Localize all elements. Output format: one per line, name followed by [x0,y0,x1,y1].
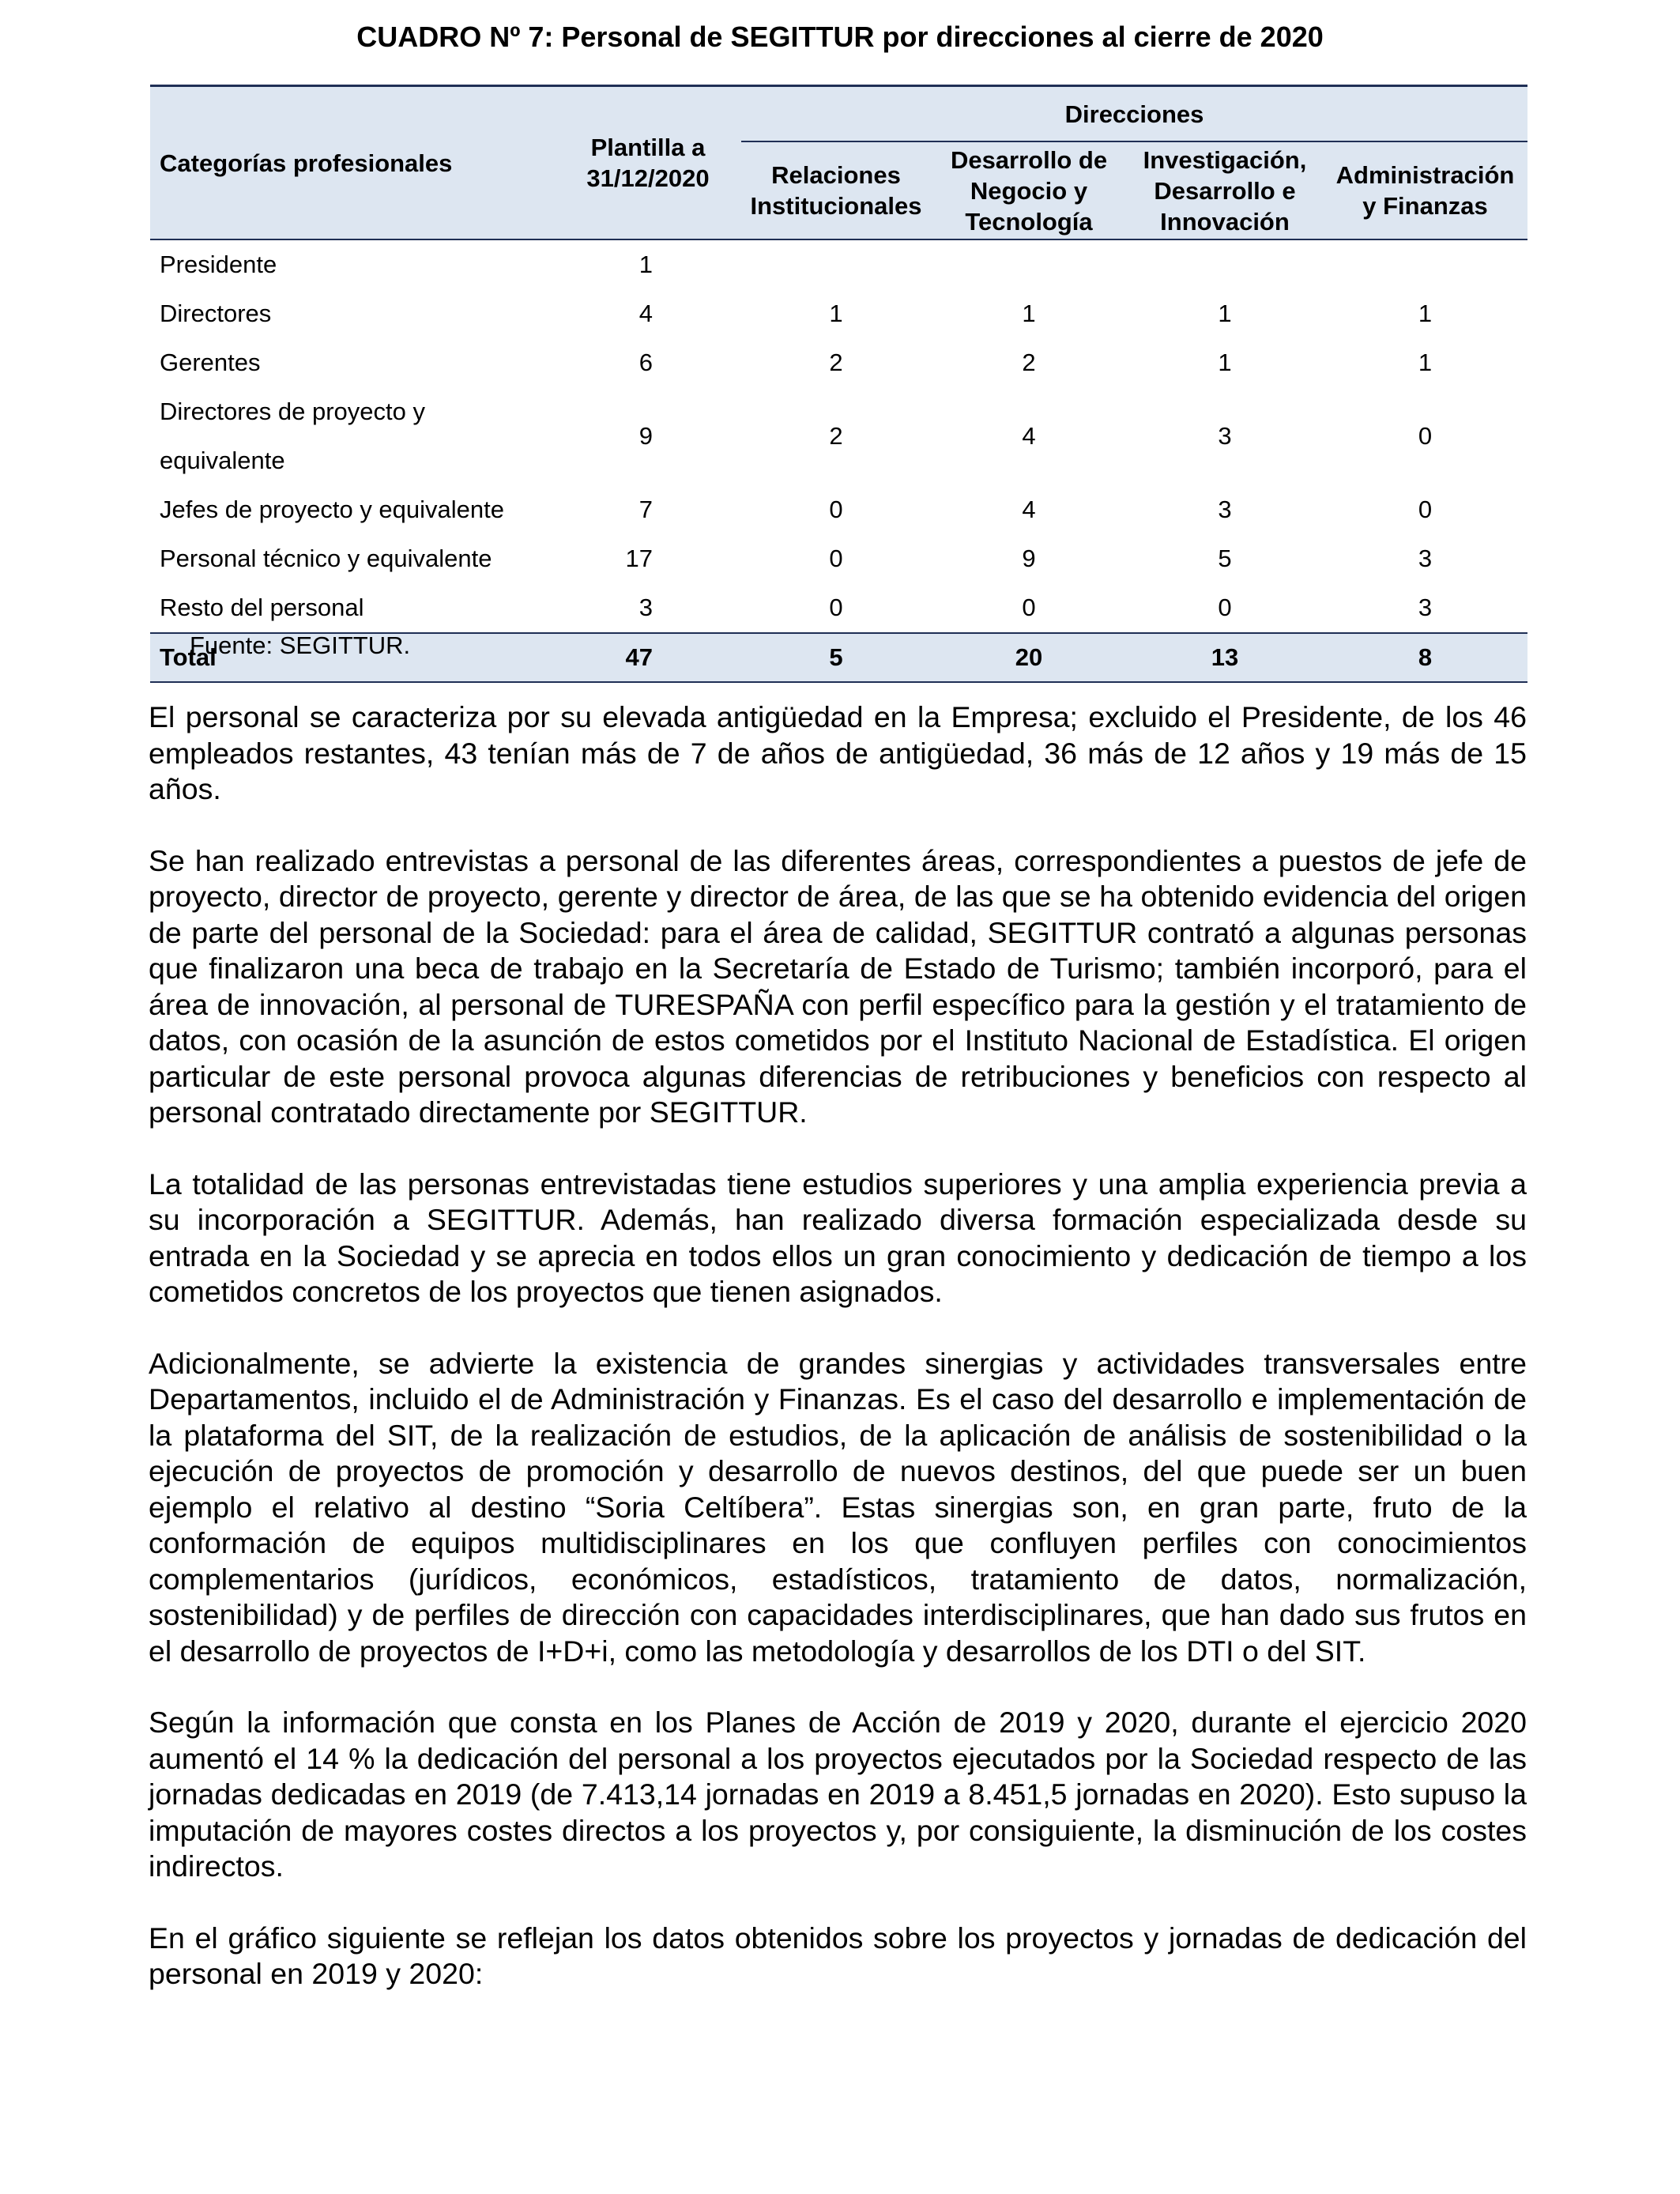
row-category: Gerentes [160,349,261,376]
row-category: Directores [160,300,272,327]
table-row [150,583,1527,633]
row-desarrollo: 0 [1022,594,1036,621]
row-investigacion: 3 [1218,496,1232,523]
row-relaciones: 0 [829,496,843,523]
header-dir1-line1: Relaciones [771,161,901,189]
staff-table [150,85,1527,683]
row-investigacion: 1 [1218,300,1232,327]
row-plantilla: 9 [638,422,653,450]
total-relaciones: 5 [741,633,931,682]
header-dir4-line2: y Finanzas [1362,192,1488,220]
header-plantilla [555,86,741,240]
row-category: Personal técnico y equivalente [160,545,492,572]
row-plantilla: 4 [638,300,653,327]
paragraph: El personal se caracteriza por su elevada antigüedad en la Empresa; excluido el Presidente, de los 46 empleados restantes, 43 tenían más de 7 de años de antigüedad, 36 más de 12 años y 19 más de 15 años. [149,700,1527,805]
row-investigacion: 1 [1218,349,1232,376]
header-plantilla-line2: 31/12/2020 [586,164,710,192]
header-dir2-line3: Tecnología [965,207,1093,236]
row-investigacion: 3 [1218,422,1232,450]
table-row [150,485,1527,534]
row-relaciones: 1 [829,300,843,327]
row-administracion: 3 [1418,594,1433,621]
table-row [150,289,1527,338]
table-row [150,387,1527,485]
row-category: Directores de proyecto y equivalente [160,398,425,474]
paragraph: Se han realizado entrevistas a personal de las diferentes áreas, correspondientes a puestos de jefe de proyecto, director de proyecto, gerente y director de área, de las que se ha obtenido evidencia del origen de parte del personal de la Sociedad: para el área de calidad, SEGITTUR contrató a algunas personas que finalizaron una beca de trabajo en la Secretaría de Estado de Turismo; también incorporó, para el área de innovación, al personal de TURESPAÑA con perfil específico para la gestión y el tratamiento de datos, con ocasión de la asunción de estos cometidos por el Instituto Nacional de Estadística. El origen particular de este personal provoca algunas diferencias de retribuciones y beneficios con respecto al personal contratado directamente por SEGITTUR. [149,843,1527,1129]
row-administracion: 0 [1418,422,1433,450]
paragraph: Adicionalmente, se advierte la existencia de grandes sinergias y actividades transversales entre Departamentos, incluido el de Administración y Finanzas. Es el caso del desarrollo e implementación de la plataforma del SIT, de la realización de estudios, de la aplicación de análisis de sostenibilidad o la ejecución de proyectos de promoción y desarrollo de nuevos destinos, del que puede ser un buen ejemplo el relativo al destino “Soria Celtíbera”. Estas sinergias son, en gran parte, fruto de la conformación de equipos multidisciplinares en los que confluyen perfiles con conocimientos complementarios (jurídicos, económicos, estadísticos, tratamiento de datos, normalización, sostenibilidad) y de perfiles de dirección con capacidades interdisciplinares, que han dado sus frutos en el desarrollo de proyectos de I+D+i, como las metodología y desarrollos de los DTI o del SIT. [149,1346,1527,1668]
header-dir2-line1: Desarrollo de [950,145,1108,174]
header-dir3-line1: Investigación, [1143,145,1307,174]
row-plantilla: 1 [638,251,653,278]
header-administracion [1323,141,1527,239]
row-administracion: 1 [1418,349,1433,376]
row-desarrollo: 4 [1022,496,1036,523]
header-direcciones: Direcciones [741,86,1527,142]
total-plantilla: 47 [555,633,741,682]
row-desarrollo: 2 [1022,349,1036,376]
table-row [150,239,1527,289]
row-administracion: 1 [1418,300,1433,327]
header-dir3-line3: Innovación [1160,207,1290,236]
header-dir2-line2: Negocio y [970,176,1088,205]
row-relaciones: 2 [829,349,843,376]
row-investigacion: 0 [1218,594,1232,621]
row-desarrollo: 1 [1022,300,1036,327]
row-category: Jefes de proyecto y equivalente [160,496,504,523]
row-relaciones: 0 [829,594,843,621]
header-dir1-line2: Institucionales [750,192,922,220]
row-relaciones: 0 [829,545,843,572]
body-text [149,699,1527,2028]
paragraph: Según la información que consta en los Planes de Acción de 2019 y 2020, durante el ejercicio 2020 aumentó el 14 % la dedicación del personal a los proyectos ejecutados por la Sociedad respecto de las jornadas dedicadas en 2019 (de 7.413,14 jornadas en 2019 a 8.451,5 jornadas en 2020). Esto supuso la imputación de mayores costes directos a los proyectos y, por consiguiente, la disminución de los costes indirectos. [149,1706,1527,1883]
paragraph: En el gráfico siguiente se reflejan los datos obtenidos sobre los proyectos y jornadas de dedicación del personal en 2019 y 2020: [149,1921,1527,1990]
row-desarrollo: 4 [1022,422,1036,450]
header-investigacion [1127,141,1323,239]
row-investigacion: 5 [1218,545,1232,572]
row-relaciones [741,239,931,289]
row-plantilla: 6 [638,349,653,376]
row-administracion: 0 [1418,496,1433,523]
table-source-note: Fuente: SEGITTUR. [190,631,411,659]
header-categories: Categorías profesionales [150,86,555,240]
table-row [150,534,1527,583]
row-administracion: 3 [1418,545,1433,572]
header-dir4-line1: Administración [1335,161,1515,189]
total-administracion: 8 [1323,633,1527,682]
header-dir3-line2: Desarrollo e [1154,176,1296,205]
row-category: Resto del personal [160,594,364,621]
row-plantilla: 3 [638,594,653,621]
row-plantilla: 17 [625,545,653,572]
table-header-row-1 [150,86,1527,142]
header-relaciones-institucionales [741,141,931,239]
header-plantilla-line1: Plantilla a [590,134,706,161]
row-administracion [1323,239,1527,289]
paragraph: La totalidad de las personas entrevistadas tiene estudios superiores y una amplia experiencia previa a su incorporación a SEGITTUR. Además, han realizado diversa formación especializada desde su entrada en la Sociedad y se aprecia en todos ellos un gran conocimiento y dedicación de tiempo a los cometidos concretos de los proyectos que tienen asignados. [149,1167,1527,1308]
table-row [150,338,1527,387]
row-investigacion [1127,239,1323,289]
row-desarrollo: 9 [1022,545,1036,572]
table-title: CUADRO Nº 7: Personal de SEGITTUR por direcciones al cierre de 2020 [356,21,1324,53]
row-desarrollo [931,239,1127,289]
total-label: Total [150,633,555,682]
row-category: Presidente [160,251,277,278]
total-desarrollo: 20 [931,633,1127,682]
row-plantilla: 7 [638,496,653,523]
header-desarrollo-negocio [931,141,1127,239]
total-investigacion: 13 [1127,633,1323,682]
row-relaciones: 2 [829,422,843,450]
